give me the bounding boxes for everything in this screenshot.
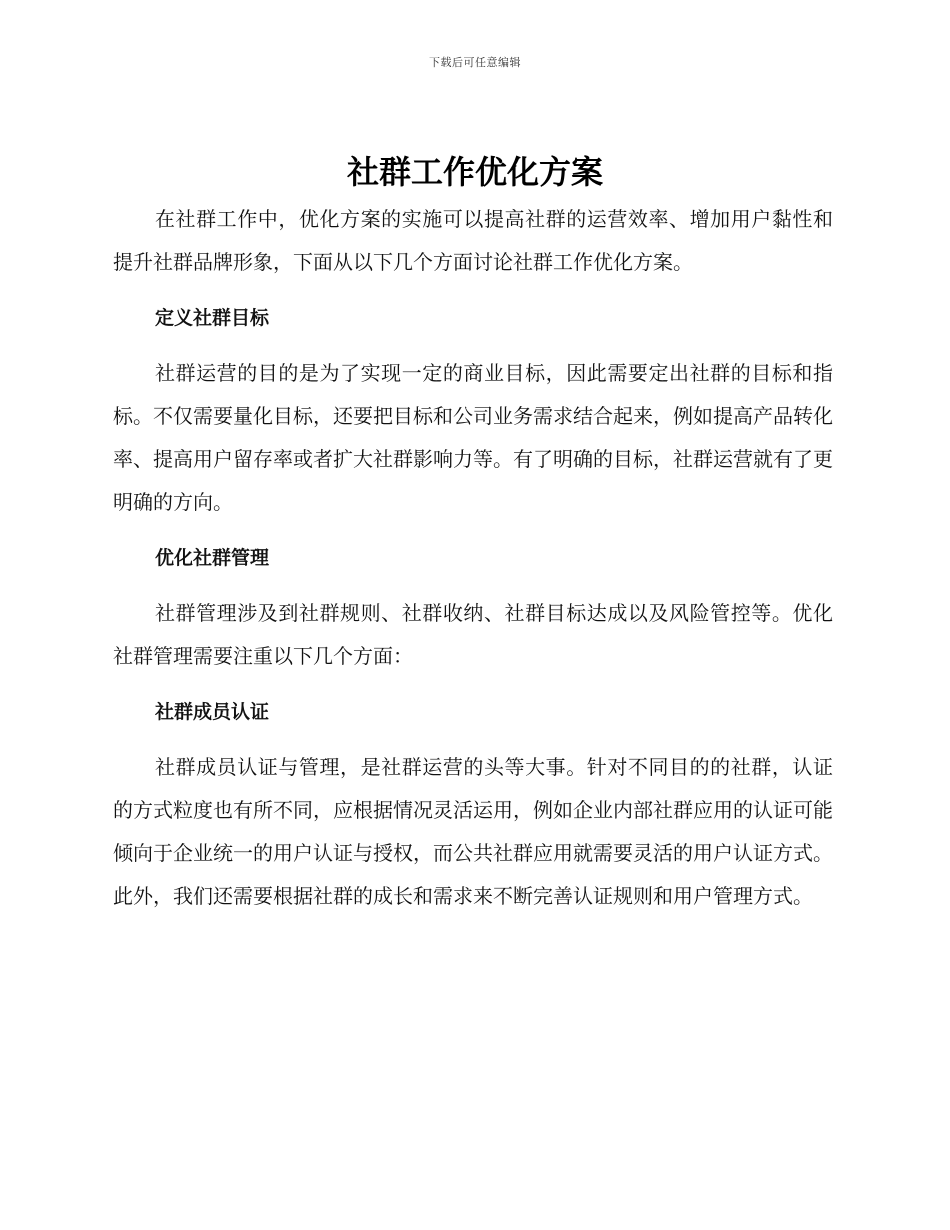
section-heading-member-auth: 社群成员认证 <box>155 701 270 723</box>
intro-paragraph: 在社群工作中，优化方案的实施可以提高社群的运营效率、增加用户黏性和提升社群品牌形象，下面从以下几个方面讨论社群工作优化方案。 <box>113 207 833 274</box>
section-heading-goals: 定义社群目标 <box>155 307 270 329</box>
document-title: 社群工作优化方案 <box>346 153 603 191</box>
spacer <box>113 726 833 746</box>
spacer <box>113 284 833 304</box>
section-heading-management: 优化社群管理 <box>155 547 270 569</box>
document-body <box>113 198 833 918</box>
section-body-management: 社群管理涉及到社群规则、社群收纳、社群目标达成以及风险管控等。优化社群管理需要注重以下几个方面： <box>113 601 833 668</box>
spacer <box>113 332 833 352</box>
section-body-member-auth: 社群成员认证与管理，是社群运营的头等大事。针对不同目的的社群，认证的方式粒度也有所不同，应根据情况灵活运用，例如企业内部社群应用的认证可能倾向于企业统一的用户认证与授权，而公共社群应用就需要灵活的用户认证方式。此外，我们还需要根据社群的成长和需求来不断完善认证规则和用户管理方式。 <box>113 755 833 908</box>
header-note: 下载后可任意编辑 <box>429 56 521 69</box>
section-body-goals: 社群运营的目的是为了实现一定的商业目标，因此需要定出社群的目标和指标。不仅需要量化目标，还要把目标和公司业务需求结合起来，例如提高产品转化率、提高用户留存率或者扩大社群影响力等。有了明确的目标，社群运营就有了更明确的方向。 <box>113 361 833 514</box>
spacer <box>113 524 833 544</box>
spacer <box>113 572 833 592</box>
spacer <box>113 678 833 698</box>
